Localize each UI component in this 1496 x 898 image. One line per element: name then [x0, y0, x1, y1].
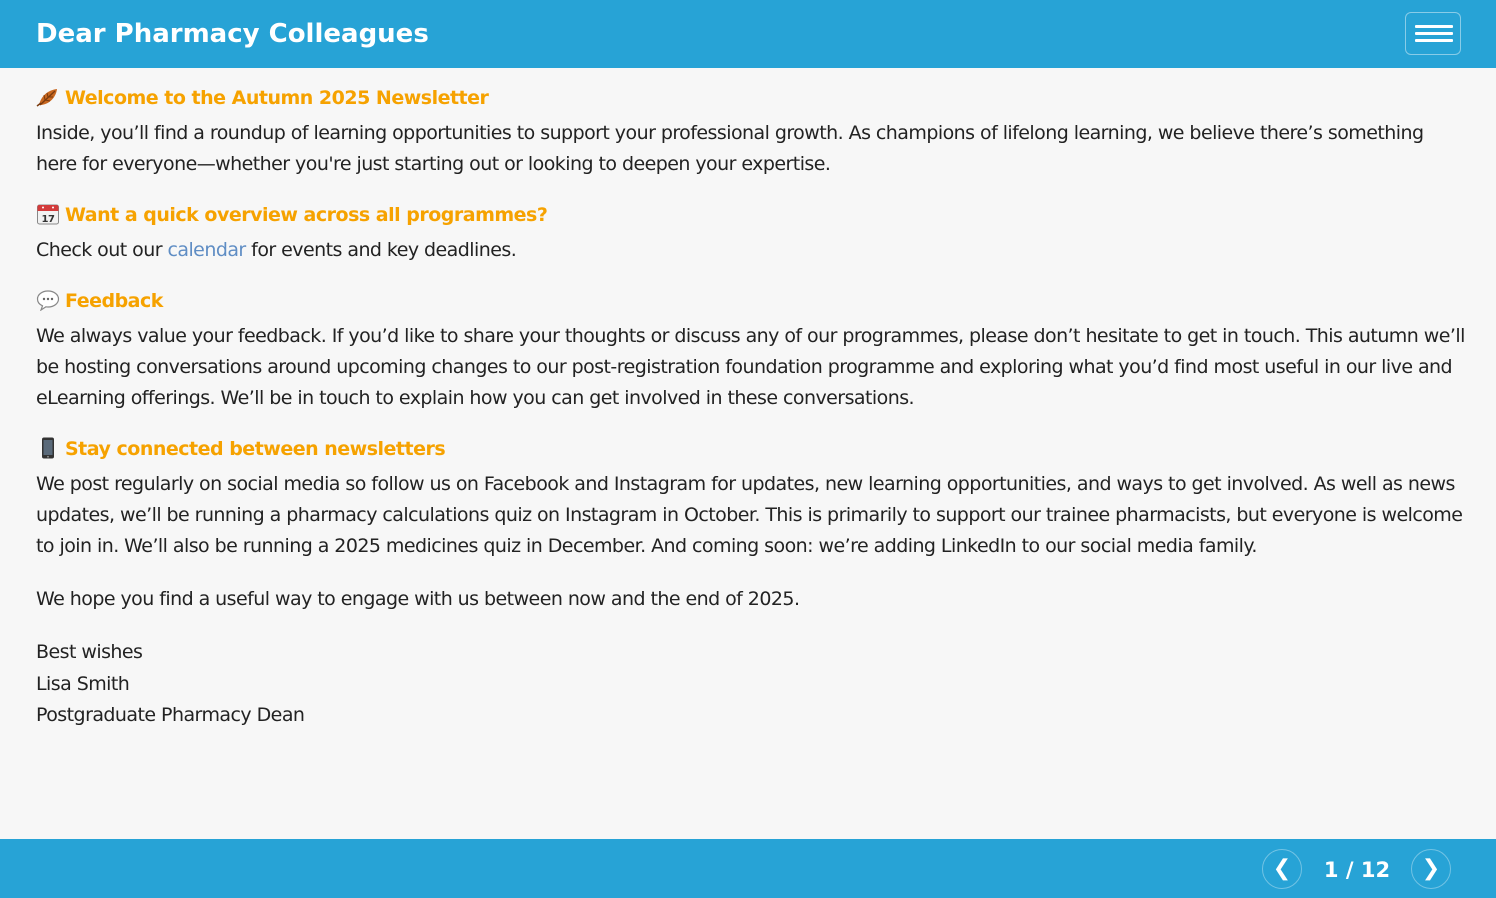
mobile-phone-icon — [36, 437, 60, 459]
chevron-left-icon: ❮ — [1272, 856, 1292, 881]
section-body-overview — [36, 235, 1466, 266]
closing-paragraph: We hope you find a useful way to engage with us between now and the end of 2025. — [36, 588, 800, 610]
section-body-feedback: We always value your feedback. If you’d like to share your thoughts or discuss any of our programmes, please don’t hesitate to get in touch. This autumn we’ll be hosting conversations around upcoming changes to our post-registration foundation programme and exploring what you’d find most useful in our live and eLearning offerings. We’ll be in touch to explain how you can get involved in these conversations. — [36, 325, 1465, 409]
calendar-icon — [36, 203, 60, 225]
svg-text:17: 17 — [41, 214, 55, 225]
section-body-welcome: Inside, you’ll find a roundup of learning opportunities to support your professional growth. As champions of lifelong learning, we believe there’s something here for everyone—whether you're just starting out or looking to deepen your expertise. — [36, 122, 1424, 175]
section-heading-text: Stay connected between newsletters — [65, 438, 446, 460]
page-title: Dear Pharmacy Colleagues — [36, 19, 429, 49]
fallen-leaf-icon — [36, 86, 60, 108]
header-bar — [0, 0, 1496, 68]
signature-block — [36, 637, 1466, 732]
section-heading-feedback — [36, 285, 1466, 317]
section-heading-social — [36, 433, 1466, 465]
section-heading-text: Want a quick overview across all programmes? — [65, 204, 548, 226]
body-text: Check out our — [36, 239, 168, 261]
signature-greeting: Best wishes — [36, 641, 143, 663]
newsletter-content — [36, 82, 1466, 732]
section-heading-text: Feedback — [65, 290, 163, 312]
chevron-right-icon: ❯ — [1421, 856, 1441, 881]
body-text: for events and key deadlines. — [245, 239, 517, 261]
footer-bar — [0, 839, 1496, 898]
section-heading-overview — [36, 199, 1466, 231]
section-heading-welcome — [36, 82, 1466, 114]
speech-bubble-icon — [36, 289, 60, 311]
hamburger-menu-button[interactable] — [1405, 12, 1461, 55]
section-heading-text: Welcome to the Autumn 2025 Newsletter — [65, 87, 489, 109]
signature-role: Postgraduate Pharmacy Dean — [36, 704, 305, 726]
next-page-button[interactable] — [1411, 849, 1451, 889]
previous-page-button[interactable] — [1262, 849, 1302, 889]
calendar-link[interactable]: calendar — [167, 239, 246, 261]
section-body-social: We post regularly on social media so follow us on Facebook and Instagram for updates, new learning opportunities, and ways to get involved. As well as news updates, we’ll be running a pharmacy calculations quiz on Instagram in October. This is primarily to support our trainee pharmacists, but everyone is welcome to join in. We’ll also be running a 2025 medicines quiz in December. And coming soon: we’re adding LinkedIn to our social media family. — [36, 473, 1463, 557]
signature-name: Lisa Smith — [36, 672, 130, 695]
page-indicator: 1 / 12 — [1323, 858, 1391, 882]
